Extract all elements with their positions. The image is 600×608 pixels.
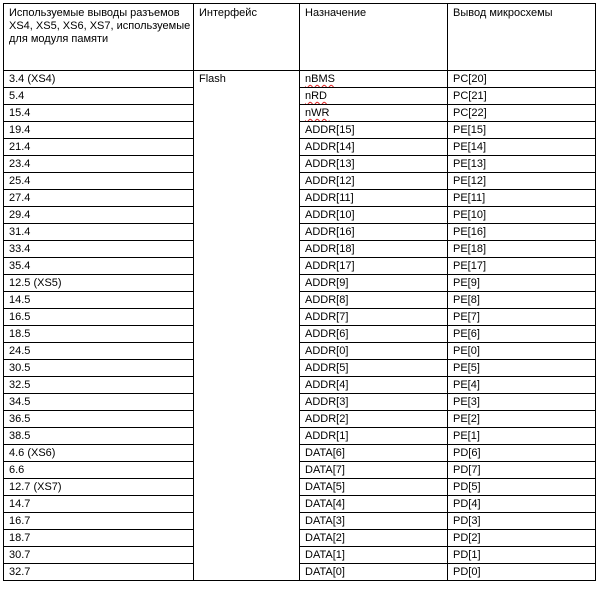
table-row xyxy=(4,513,596,530)
purpose-text: ADDR[3] xyxy=(305,396,349,408)
purpose-cell xyxy=(300,496,448,513)
purpose-cell xyxy=(300,309,448,326)
connector-pin-cell: 30.7 xyxy=(4,547,194,564)
chip-pin-cell: PE[5] xyxy=(448,360,596,377)
purpose-text: DATA[0] xyxy=(305,566,345,578)
purpose-cell xyxy=(300,105,448,122)
interface-cell: Flash xyxy=(194,71,300,581)
header-purpose: Назначение xyxy=(300,4,448,71)
connector-pin-cell: 15.4 xyxy=(4,105,194,122)
chip-pin-cell: PD[1] xyxy=(448,547,596,564)
table-row xyxy=(4,190,596,207)
purpose-text: DATA[6] xyxy=(305,447,345,459)
chip-pin-cell: PD[3] xyxy=(448,513,596,530)
purpose-cell xyxy=(300,530,448,547)
purpose-cell xyxy=(300,190,448,207)
purpose-cell xyxy=(300,513,448,530)
purpose-cell xyxy=(300,479,448,496)
purpose-text: ADDR[17] xyxy=(305,260,355,272)
purpose-text: ADDR[10] xyxy=(305,209,355,221)
chip-pin-cell: PE[7] xyxy=(448,309,596,326)
connector-pin-cell: 4.6 (XS6) xyxy=(4,445,194,462)
table-row xyxy=(4,377,596,394)
connector-pin-cell: 33.4 xyxy=(4,241,194,258)
connector-pin-cell: 14.7 xyxy=(4,496,194,513)
purpose-text: ADDR[9] xyxy=(305,277,349,289)
purpose-cell xyxy=(300,156,448,173)
chip-pin-cell: PE[13] xyxy=(448,156,596,173)
connector-pin-cell: 12.7 (XS7) xyxy=(4,479,194,496)
purpose-text: ADDR[12] xyxy=(305,175,355,187)
connector-pin-cell: 16.7 xyxy=(4,513,194,530)
chip-pin-cell: PE[11] xyxy=(448,190,596,207)
chip-pin-cell: PD[2] xyxy=(448,530,596,547)
purpose-text: ADDR[18] xyxy=(305,243,355,255)
purpose-text: DATA[1] xyxy=(305,549,345,561)
connector-pin-cell: 30.5 xyxy=(4,360,194,377)
connector-pin-cell: 18.7 xyxy=(4,530,194,547)
chip-pin-cell: PE[10] xyxy=(448,207,596,224)
connector-pin-cell: 21.4 xyxy=(4,139,194,156)
chip-pin-cell: PE[3] xyxy=(448,394,596,411)
purpose-text: DATA[4] xyxy=(305,498,345,510)
chip-pin-cell: PD[4] xyxy=(448,496,596,513)
chip-pin-cell: PD[5] xyxy=(448,479,596,496)
chip-pin-cell: PE[14] xyxy=(448,139,596,156)
table-row xyxy=(4,309,596,326)
header-interface: Интерфейс xyxy=(194,4,300,71)
chip-pin-cell: PE[9] xyxy=(448,275,596,292)
purpose-text: ADDR[2] xyxy=(305,413,349,425)
chip-pin-cell: PE[8] xyxy=(448,292,596,309)
purpose-cell xyxy=(300,71,448,88)
connector-pin-cell: 25.4 xyxy=(4,173,194,190)
table-row xyxy=(4,275,596,292)
purpose-cell xyxy=(300,275,448,292)
purpose-text: ADDR[16] xyxy=(305,226,355,238)
table-row xyxy=(4,411,596,428)
chip-pin-cell: PC[20] xyxy=(448,71,596,88)
purpose-cell xyxy=(300,224,448,241)
purpose-text: ADDR[5] xyxy=(305,362,349,374)
purpose-cell xyxy=(300,445,448,462)
table-row xyxy=(4,139,596,156)
purpose-text: ADDR[4] xyxy=(305,379,349,391)
table-row xyxy=(4,360,596,377)
connector-pin-cell: 32.5 xyxy=(4,377,194,394)
connector-pin-cell: 12.5 (XS5) xyxy=(4,275,194,292)
pin-mapping-table xyxy=(3,3,596,581)
purpose-cell xyxy=(300,428,448,445)
chip-pin-cell: PE[2] xyxy=(448,411,596,428)
table-row xyxy=(4,173,596,190)
chip-pin-cell: PE[18] xyxy=(448,241,596,258)
connector-pin-cell: 34.5 xyxy=(4,394,194,411)
purpose-cell xyxy=(300,547,448,564)
purpose-cell xyxy=(300,343,448,360)
connector-pin-cell: 31.4 xyxy=(4,224,194,241)
table-row xyxy=(4,326,596,343)
purpose-cell xyxy=(300,564,448,581)
purpose-cell xyxy=(300,241,448,258)
header-connector-pins: Используемые выводы разъемов XS4, XS5, XS6, XS7, используемые для модуля памяти xyxy=(4,4,194,71)
purpose-text: ADDR[14] xyxy=(305,141,355,153)
purpose-cell xyxy=(300,139,448,156)
connector-pin-cell: 32.7 xyxy=(4,564,194,581)
purpose-text: ADDR[7] xyxy=(305,311,349,323)
purpose-text: nWR xyxy=(305,107,330,119)
chip-pin-cell: PE[17] xyxy=(448,258,596,275)
purpose-cell xyxy=(300,207,448,224)
purpose-cell xyxy=(300,122,448,139)
purpose-text: nRD xyxy=(305,90,328,102)
purpose-text: DATA[7] xyxy=(305,464,345,476)
chip-pin-cell: PE[6] xyxy=(448,326,596,343)
chip-pin-cell: PD[0] xyxy=(448,564,596,581)
chip-pin-cell: PC[21] xyxy=(448,88,596,105)
table-row xyxy=(4,122,596,139)
purpose-cell xyxy=(300,292,448,309)
table-row xyxy=(4,428,596,445)
table-row xyxy=(4,241,596,258)
purpose-text: ADDR[1] xyxy=(305,430,349,442)
purpose-text: DATA[5] xyxy=(305,481,345,493)
chip-pin-cell: PE[0] xyxy=(448,343,596,360)
connector-pin-cell: 38.5 xyxy=(4,428,194,445)
purpose-text: ADDR[0] xyxy=(305,345,349,357)
connector-pin-cell: 24.5 xyxy=(4,343,194,360)
chip-pin-cell: PE[12] xyxy=(448,173,596,190)
table-row xyxy=(4,530,596,547)
connector-pin-cell: 3.4 (XS4) xyxy=(4,71,194,88)
chip-pin-cell: PC[22] xyxy=(448,105,596,122)
connector-pin-cell: 16.5 xyxy=(4,309,194,326)
connector-pin-cell: 6.6 xyxy=(4,462,194,479)
connector-pin-cell: 5.4 xyxy=(4,88,194,105)
connector-pin-cell: 19.4 xyxy=(4,122,194,139)
purpose-cell xyxy=(300,377,448,394)
purpose-text: DATA[3] xyxy=(305,515,345,527)
table-row xyxy=(4,496,596,513)
connector-pin-cell: 35.4 xyxy=(4,258,194,275)
purpose-text: ADDR[6] xyxy=(305,328,349,340)
connector-pin-cell: 29.4 xyxy=(4,207,194,224)
connector-pin-cell: 14.5 xyxy=(4,292,194,309)
purpose-text: DATA[2] xyxy=(305,532,345,544)
table-row xyxy=(4,394,596,411)
purpose-cell xyxy=(300,394,448,411)
table-row xyxy=(4,88,596,105)
purpose-text: ADDR[11] xyxy=(305,192,354,204)
table-row xyxy=(4,292,596,309)
purpose-cell xyxy=(300,411,448,428)
purpose-cell xyxy=(300,462,448,479)
purpose-cell xyxy=(300,258,448,275)
table-header-row xyxy=(4,4,596,71)
table-row xyxy=(4,479,596,496)
table-row xyxy=(4,156,596,173)
table-row xyxy=(4,547,596,564)
table-row xyxy=(4,258,596,275)
purpose-text: nBMS xyxy=(305,73,335,85)
chip-pin-cell: PE[1] xyxy=(448,428,596,445)
table-row xyxy=(4,445,596,462)
table-row xyxy=(4,224,596,241)
connector-pin-cell: 27.4 xyxy=(4,190,194,207)
connector-pin-cell: 36.5 xyxy=(4,411,194,428)
chip-pin-cell: PE[15] xyxy=(448,122,596,139)
table-row xyxy=(4,71,596,88)
chip-pin-cell: PD[7] xyxy=(448,462,596,479)
purpose-cell xyxy=(300,173,448,190)
table-row xyxy=(4,343,596,360)
purpose-cell xyxy=(300,88,448,105)
purpose-cell xyxy=(300,326,448,343)
purpose-text: ADDR[8] xyxy=(305,294,349,306)
table-row xyxy=(4,207,596,224)
table-row xyxy=(4,105,596,122)
table-row xyxy=(4,564,596,581)
header-chip-pin: Вывод микросхемы xyxy=(448,4,596,71)
chip-pin-cell: PE[16] xyxy=(448,224,596,241)
chip-pin-cell: PE[4] xyxy=(448,377,596,394)
chip-pin-cell: PD[6] xyxy=(448,445,596,462)
connector-pin-cell: 23.4 xyxy=(4,156,194,173)
table-row xyxy=(4,462,596,479)
purpose-cell xyxy=(300,360,448,377)
purpose-text: ADDR[13] xyxy=(305,158,355,170)
connector-pin-cell: 18.5 xyxy=(4,326,194,343)
purpose-text: ADDR[15] xyxy=(305,124,355,136)
